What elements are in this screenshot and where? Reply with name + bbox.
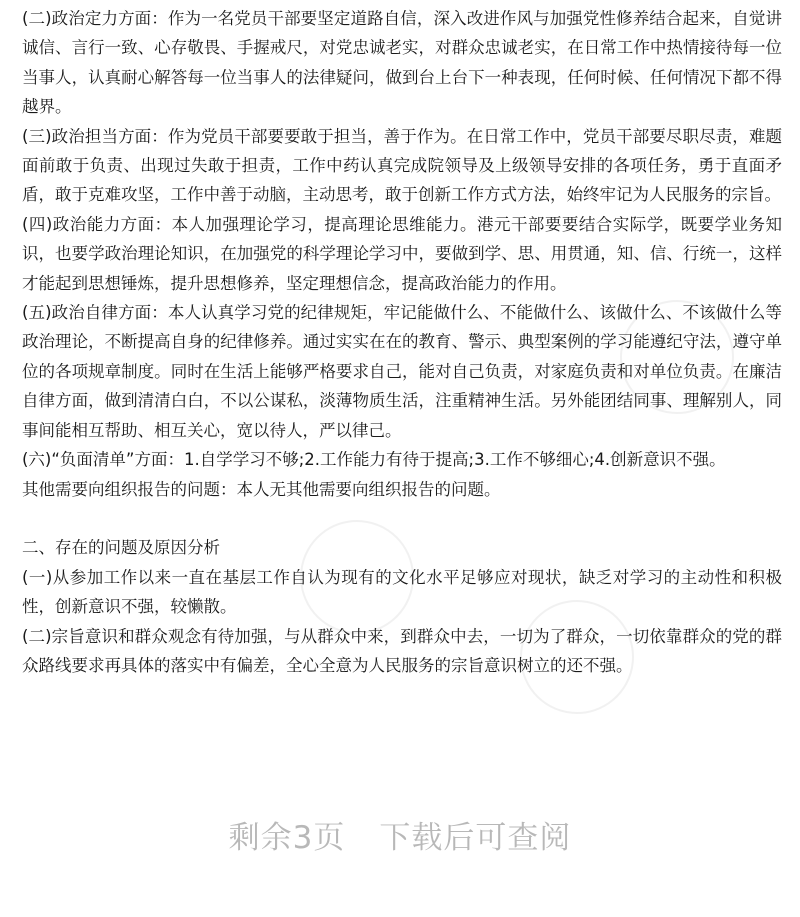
paragraph-other-issues: 其他需要向组织报告的问题：本人无其他需要向组织报告的问题。 — [22, 479, 501, 499]
paragraph-problem-2: (二)宗旨意识和群众观念有待加强，与从群众中来，到群众中去，一切为了群众，一切依靠群众的党的群众路线要求再具体的落实中有偏差，全心全意为人民服务的宗旨意识树立的还不强。 — [22, 626, 782, 675]
download-prompt[interactable] — [0, 812, 800, 857]
paragraph-problem-1: (一)从参加工作以来一直在基层工作自认为现有的文化水平足够应对现状，缺乏对学习的主动性和积极性，创新意识不强，较懒散。 — [22, 567, 782, 617]
document-body — [22, 4, 782, 680]
paragraph-political-discipline: (五)政治自律方面：本人认真学习党的纪律规矩，牢记能做什么、不能做什么、该做什么、不该做什么等政治理论，不断提高自身的纪律修养。通过实实在在的教育、警示、典型案例的学习能遵纪守法，遵守单位的各项规章制度。同时在生活上能够严格要求自己，能对自己负责，对家庭负责和对单位负责。在廉洁自律方面，做到清清白白，不以公谋私，淡薄物质生活，注重精神生活。另外能团结同事、理解别人，同事间能相互帮助、相互关心，宽以待人，严以律己。 — [22, 303, 782, 440]
paragraph-political-resolve: (二)政治定力方面：作为一名党员干部要坚定道路自信，深入改进作风与加强党性修养结合起来，自觉讲诚信、言行一致、心存敬畏、手握戒尺，对党忠诚老实，对群众忠诚老实，在日常工作中热情接待每一位当事人，认真耐心解答每一位当事人的法律疑问，做到台上台下一种表现，任何时候、任何情况下都不得越界。 — [22, 9, 782, 117]
paragraph-political-responsibility: (三)政治担当方面：作为党员干部要要敢于担当，善于作为。在日常工作中，党员干部要尽职尽责，难题面前敢于负责、出现过失敢于担责，工作中药认真完成院领导及上级领导安排的各项任务，勇于直面矛盾，敢于克难攻坚，工作中善于动脑，主动思考，敢于创新工作方式方法，始终牢记为人民服务的宗旨。 — [22, 126, 782, 205]
paragraph-spacer — [22, 504, 782, 533]
remaining-pages-label: 剩余3页 — [228, 820, 346, 856]
paragraph-negative-list: (六)“负面清单”方面：1.自学学习不够;2.工作能力有待于提高;3.工作不够细心;4.创新意识不强。 — [22, 450, 726, 470]
paragraph-political-ability: (四)政治能力方面：本人加强理论学习，提高理论思维能力。港元干部要要结合实际学，既要学业务知识，也要学政治理论知识，在加强党的科学理论学习中，要做到学、思、用贯通，知、信、行统一，这样才能起到思想锤炼，提升思想修养，坚定理想信念，提高政治能力的作用。 — [22, 214, 782, 293]
section-heading: 二、存在的问题及原因分析 — [22, 538, 220, 558]
download-to-view-label: 下载后可查阅 — [379, 820, 572, 856]
